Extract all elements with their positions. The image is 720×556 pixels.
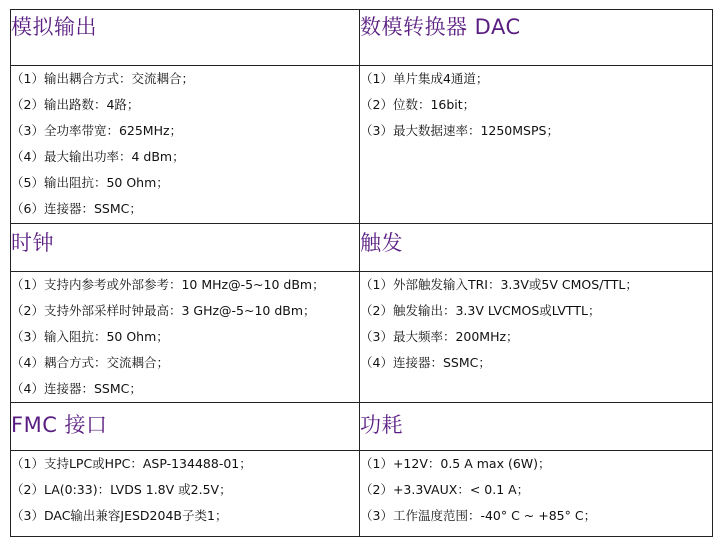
clock-title: 时钟 xyxy=(11,224,360,272)
list-item: （2）+3.3VAUX：< 0.1 A； xyxy=(360,482,530,497)
list-item: （2）支持外部采样时钟最高：3 GHz@-5~10 dBm； xyxy=(11,303,316,318)
analog-output-title: 模拟输出 xyxy=(11,10,360,66)
clock-list xyxy=(11,272,360,403)
list-item: （5）输出阻抗：50 Ohm； xyxy=(11,175,169,190)
section-header-row xyxy=(11,224,713,272)
section-header-row xyxy=(11,403,713,451)
list-item: （6）连接器：SSMC； xyxy=(11,201,142,216)
section-body-row xyxy=(11,272,713,403)
power-list xyxy=(360,451,713,537)
analog-output-list xyxy=(11,66,360,224)
trigger-title: 触发 xyxy=(360,224,713,272)
list-item: （3）工作温度范围：-40° C ~ +85° C； xyxy=(360,508,597,523)
section-header-row xyxy=(11,10,713,66)
list-item: （3）最大频率：200MHz； xyxy=(360,329,519,344)
list-item: （3）全功率带宽：625MHz； xyxy=(11,123,183,138)
dac-list xyxy=(360,66,713,224)
list-item: （3）输入阻抗：50 Ohm； xyxy=(11,329,169,344)
list-item: （4）最大输出功率：4 dBm； xyxy=(11,149,185,164)
list-item: （2）触发输出：3.3V LVCMOS或LVTTL； xyxy=(360,303,601,318)
list-item: （1）支持内参考或外部参考：10 MHz@-5~10 dBm； xyxy=(11,277,325,292)
fmc-list xyxy=(11,451,360,537)
list-item: （1）输出耦合方式：交流耦合； xyxy=(11,71,194,86)
spec-table xyxy=(10,9,713,537)
list-item: （2）输出路数：4路； xyxy=(11,97,140,112)
list-item: （1）单片集成4通道； xyxy=(360,71,489,86)
power-title: 功耗 xyxy=(360,403,713,451)
fmc-title: FMC 接口 xyxy=(11,403,360,451)
list-item: （1）支持LPC或HPC：ASP-134488-01； xyxy=(11,456,252,471)
dac-title: 数模转换器 DAC xyxy=(360,10,713,66)
list-item: （3）DAC输出兼容JESD204B子类1； xyxy=(11,508,228,523)
section-body-row xyxy=(11,66,713,224)
list-item: （2）LA(0:33)：LVDS 1.8V 或2.5V； xyxy=(11,482,232,497)
section-body-row xyxy=(11,451,713,537)
list-item: （4）连接器：SSMC； xyxy=(11,381,142,396)
list-item: （3）最大数据速率：1250MSPS； xyxy=(360,123,559,138)
list-item: （4）连接器：SSMC； xyxy=(360,355,491,370)
trigger-list xyxy=(360,272,713,403)
list-item: （1）外部触发输入TRI：3.3V或5V CMOS/TTL； xyxy=(360,277,638,292)
list-item: （4）耦合方式：交流耦合； xyxy=(11,355,169,370)
list-item: （1）+12V：0.5 A max (6W)； xyxy=(360,456,551,471)
list-item: （2）位数：16bit； xyxy=(360,97,476,112)
